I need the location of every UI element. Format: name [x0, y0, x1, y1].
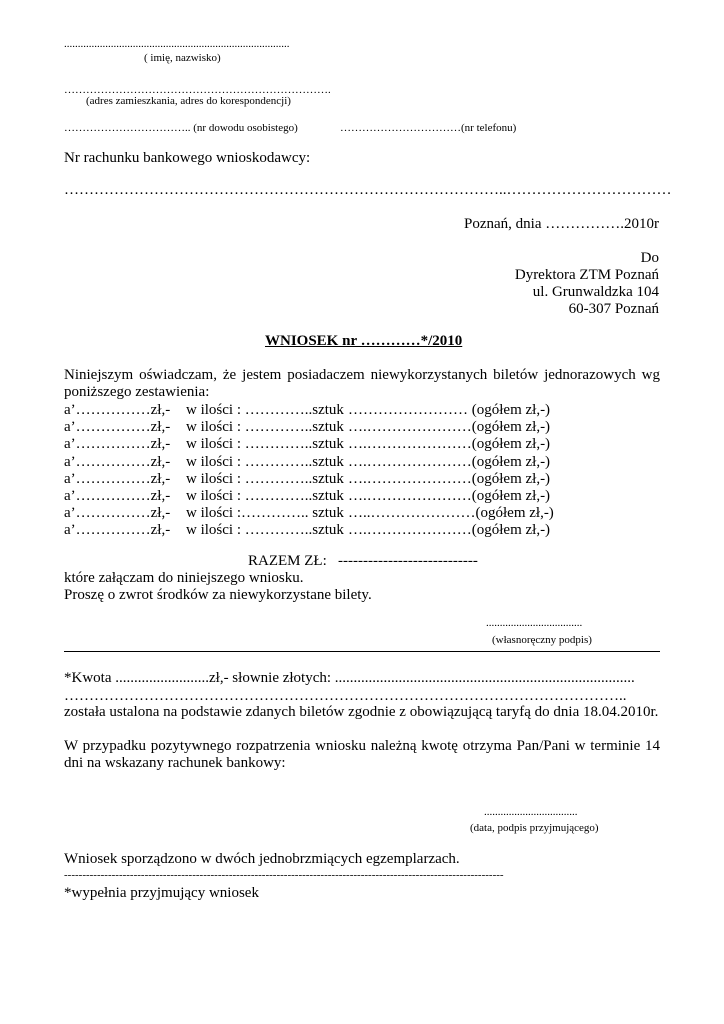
signature-label: (własnoręczny podpis)	[492, 634, 592, 646]
ticket-price-field[interactable]: a’……………zł,-	[64, 470, 171, 487]
phone-number-field[interactable]: ……………………………(nr telefonu)	[340, 122, 517, 134]
ticket-total-field[interactable]: ….…………………(ogółem zł,-)	[348, 419, 551, 436]
ticket-quantity-field[interactable]: w ilości : …………..sztuk	[186, 436, 344, 453]
refund-terms-text: W przypadku pozytywnego rozpatrzenia wniosku należną kwotę otrzyma Pan/Pani w terminie 14 dni na wskazany rachunek bankowy:	[64, 738, 660, 771]
ticket-total-field[interactable]: ….…………………(ogółem zł,-)	[348, 453, 551, 470]
amount-words-line[interactable]: …………………………………………………………………………………………………..	[64, 688, 627, 704]
addressee-line-3: ul. Grunwaldzka 104	[532, 284, 659, 300]
address-dots[interactable]: ……………………………………………………………….	[64, 84, 331, 96]
ticket-price-field[interactable]: a’……………zł,-	[64, 453, 171, 470]
ticket-quantity-field[interactable]: w ilości : …………..sztuk	[186, 470, 344, 487]
ticket-total-field[interactable]: …………………… (ogółem zł,-)	[348, 402, 551, 418]
attach-text: które załączam do niniejszego wniosku.	[64, 570, 304, 586]
place-date: Poznań, dnia …………….2010r	[464, 216, 659, 232]
ticket-quantity-field[interactable]: w ilości : …………..sztuk	[186, 488, 344, 504]
signature-dots[interactable]: ...................................	[486, 617, 583, 629]
ticket-total-field[interactable]: ….…………………(ogółem zł,-)	[348, 488, 551, 504]
ticket-price-field[interactable]: a’……………zł,-	[64, 436, 171, 453]
bank-account-label: Nr rachunku bankowego wnioskodawcy:	[64, 150, 311, 166]
ticket-total-field[interactable]: ….…………………(ogółem zł,-)	[348, 436, 551, 453]
ticket-total-field[interactable]: ….…………………(ogółem zł,-)	[348, 522, 551, 539]
addressee-line-1: Do	[640, 250, 659, 266]
footnote: *wypełnia przyjmujący wniosek	[64, 885, 259, 901]
ticket-price-field[interactable]: a’……………zł,-	[64, 488, 171, 504]
address-label: (adres zamieszkania, adres do korespondencji)	[86, 95, 291, 107]
amount-line[interactable]: *Kwota .........................zł,- słownie złotych: ................................................................................	[64, 670, 635, 686]
addressee-line-4: 60-307 Poznań	[568, 301, 659, 317]
bank-account-dots[interactable]: ……………………………………………………………………………..……………………………	[64, 182, 672, 198]
total-line[interactable]: RAZEM ZŁ: ----------------------------	[248, 553, 478, 569]
ticket-total-field[interactable]: …..…………………(ogółem zł,-)	[348, 505, 554, 522]
application-title: WNIOSEK nr …………*/2010	[265, 333, 463, 349]
id-number-field[interactable]: …………………………….. (nr dowodu osobistego)	[64, 122, 298, 134]
name-dots[interactable]: ..................................................................................	[64, 38, 290, 50]
dashed-separator: ------------------------------------------------------------------------------------------------------------------------	[64, 869, 504, 881]
name-label: ( imię, nazwisko)	[144, 52, 221, 64]
ticket-quantity-field[interactable]: w ilości : …………..sztuk	[186, 522, 344, 539]
ticket-price-field[interactable]: a’……………zł,-	[64, 419, 171, 436]
ticket-total-field[interactable]: ….…………………(ogółem zł,-)	[348, 470, 551, 487]
ticket-price-field[interactable]: a’……………zł,-	[64, 402, 171, 418]
ticket-price-field[interactable]: a’……………zł,-	[64, 505, 171, 522]
ticket-quantity-field[interactable]: w ilości : …………..sztuk	[186, 402, 344, 418]
addressee-line-2: Dyrektora ZTM Poznań	[514, 267, 659, 283]
ticket-quantity-field[interactable]: w ilości : …………..sztuk	[186, 419, 344, 436]
receiver-signature-label: (data, podpis przyjmującego)	[470, 822, 599, 834]
receiver-signature-dots[interactable]: ..................................	[484, 806, 578, 818]
refund-request-text: Proszę o zwrot środków za niewykorzystane bilety.	[64, 587, 372, 603]
ticket-quantity-field[interactable]: w ilości : …………..sztuk	[186, 453, 344, 470]
amount-basis-text: została ustalona na podstawie zdanych biletów zgodnie z obowiązującą taryfą do dnia 18.04.2010r.	[64, 704, 659, 720]
ticket-quantity-field[interactable]: w ilości :………….. sztuk	[186, 505, 344, 522]
copies-note: Wniosek sporządzono w dwóch jednobrzmiących egzemplarzach.	[64, 851, 460, 867]
ticket-price-field[interactable]: a’……………zł,-	[64, 522, 171, 539]
section-divider	[64, 651, 660, 652]
intro-paragraph: Niniejszym oświadczam, że jestem posiadaczem niewykorzystanych biletów jednorazowych wg poniższego zestawienia:	[64, 367, 660, 400]
